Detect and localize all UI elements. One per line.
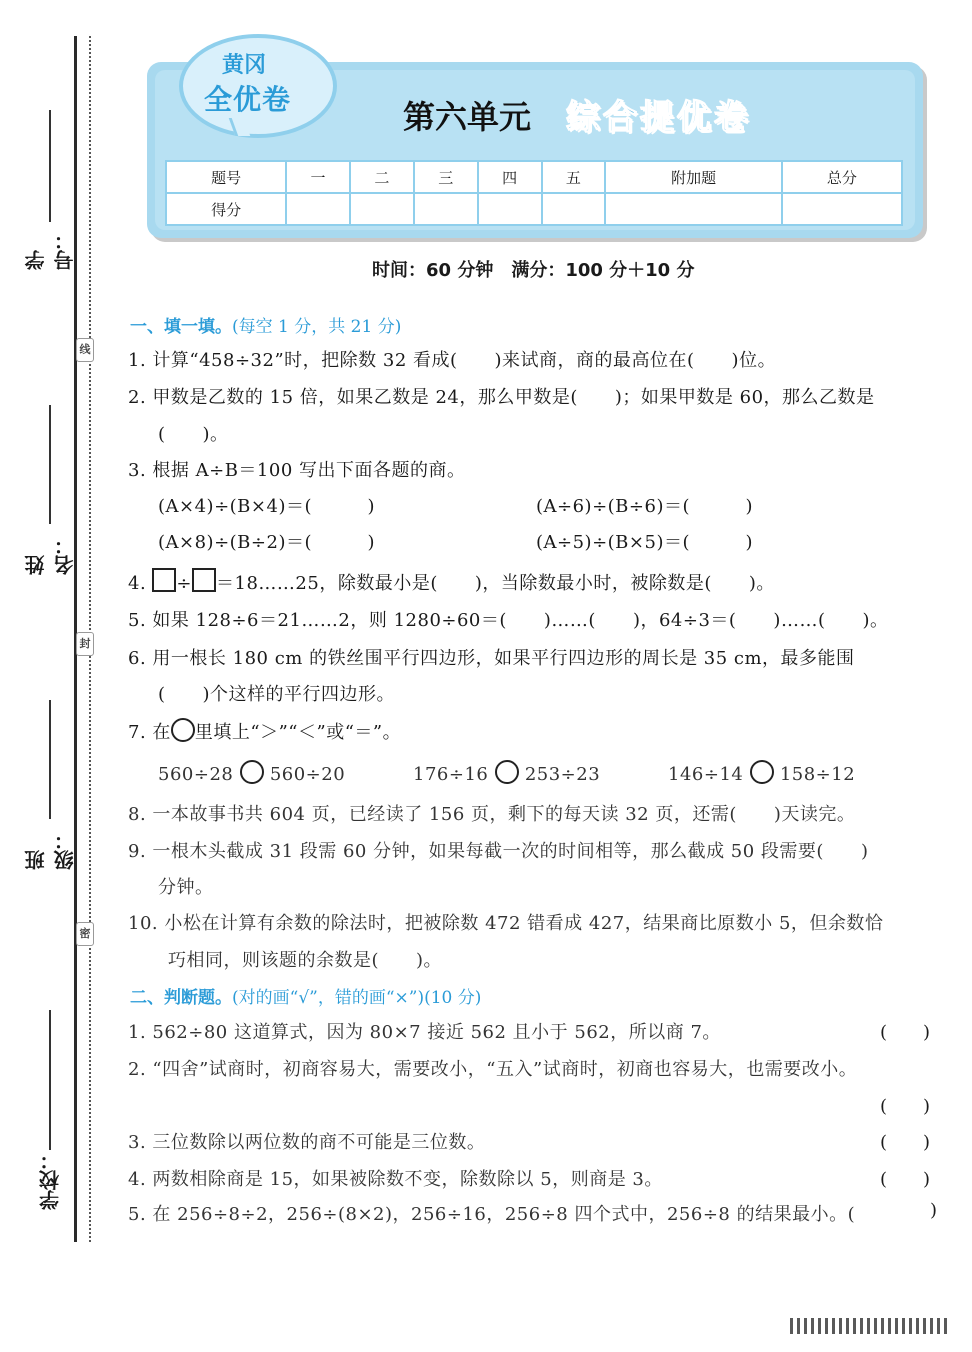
question-1-3-b: (A÷6)÷(B÷6)＝( ) bbox=[536, 496, 754, 517]
answer-paren[interactable]: ( ) bbox=[880, 1132, 931, 1153]
score-table-header-row bbox=[166, 161, 902, 193]
score-header-cell: 三 bbox=[414, 161, 478, 193]
compare-circle[interactable] bbox=[495, 760, 519, 784]
question-1-9: 9. 一根木头截成 31 段需 60 分钟，如果每截一次的时间相等，那么截成 50 段需要( ) bbox=[128, 841, 869, 862]
compare-item bbox=[413, 760, 600, 785]
question-1-10-cont: 巧相同，则该题的余数是( )。 bbox=[168, 950, 443, 971]
blank-box[interactable] bbox=[152, 568, 176, 592]
question-2-5: 5. 在 256÷8÷2，256÷(8×2)，256÷16，256÷8 四个式中，256÷8 的结果最小。( bbox=[128, 1204, 856, 1225]
score-cell[interactable] bbox=[414, 193, 478, 225]
class-field[interactable] bbox=[24, 690, 77, 870]
score-header-cell: 附加题 bbox=[605, 161, 781, 193]
unit-title: 第六单元 bbox=[403, 98, 532, 136]
question-1-5: 5. 如果 128÷6＝21……2，则 1280÷60＝( )……( )，64÷3＝( )……( )。 bbox=[128, 610, 889, 631]
question-1-4 bbox=[128, 568, 775, 595]
score-header-cell: 总分 bbox=[782, 161, 902, 193]
question-1-7-post: 里填上“＞”“＜”或“＝”。 bbox=[194, 722, 402, 743]
question-1-1: 1. 计算“458÷32”时，把除数 32 看成( )来试商，商的最高位在( )位。 bbox=[128, 350, 777, 371]
blank-box[interactable] bbox=[192, 568, 216, 592]
score-cell[interactable] bbox=[782, 193, 902, 225]
compare-item bbox=[668, 760, 855, 785]
score-header-cell: 五 bbox=[542, 161, 606, 193]
score-cell[interactable] bbox=[478, 193, 542, 225]
question-2-2: 2. “四舍”试商时，初商容易大，需要改小，“五入”试商时，初商也容易大，也需要改小。 bbox=[128, 1059, 858, 1080]
score-cell[interactable] bbox=[286, 193, 350, 225]
answer-paren[interactable]: ( ) bbox=[880, 1096, 931, 1117]
division-sign: ÷ bbox=[176, 573, 193, 594]
compare-left: 560÷28 bbox=[158, 764, 234, 785]
score-cell[interactable] bbox=[350, 193, 414, 225]
student-id-field[interactable] bbox=[24, 100, 77, 270]
seal-mark-line: 线 bbox=[76, 338, 94, 362]
question-1-6: 6. 用一根长 180 cm 的铁丝围平行四边形，如果平行四边形的周长是 35 cm，最多能围 bbox=[128, 648, 855, 669]
score-cell[interactable] bbox=[605, 193, 781, 225]
question-2-1: 1. 562÷80 这道算式，因为 80×7 接近 562 且小于 562，所以商 7。 bbox=[128, 1022, 721, 1043]
school-field[interactable] bbox=[30, 1000, 70, 1210]
question-1-9-cont: 分钟。 bbox=[158, 877, 214, 898]
question-1-4-number: 4. bbox=[128, 573, 147, 594]
question-1-3-c: (A×8)÷(B÷2)＝( ) bbox=[158, 532, 376, 553]
section-2-heading: 二、判断题。 bbox=[130, 988, 232, 1008]
question-2-3: 3. 三位数除以两位数的商不可能是三位数。 bbox=[128, 1132, 486, 1153]
question-1-10: 10. 小松在计算有余数的除法时，把被除数 472 错看成 427，结果商比原数小 5，但余数恰 bbox=[128, 913, 884, 934]
school-label: 学校： bbox=[38, 1150, 63, 1210]
compare-circle[interactable] bbox=[240, 760, 264, 784]
question-1-2: 2. 甲数是乙数的 15 倍，如果乙数是 24，那么甲数是( )；如果甲数是 60，那么乙数是 bbox=[128, 387, 875, 408]
brand-series: 全优卷 bbox=[204, 83, 292, 116]
question-1-8: 8. 一本故事书共 604 页，已经读了 156 页，剩下的每天读 32 页，还需( )天读完。 bbox=[128, 804, 856, 825]
compare-left: 176÷16 bbox=[413, 764, 489, 785]
question-1-7 bbox=[128, 718, 401, 744]
question-1-2-cont: ( )。 bbox=[158, 424, 229, 445]
compare-circle-icon bbox=[171, 718, 195, 742]
exam-info: 时间：60 分钟 满分：100 分＋10 分 bbox=[372, 260, 695, 281]
student-id-label: 学号： bbox=[24, 230, 77, 270]
brand-name: 黄冈 bbox=[222, 53, 267, 78]
compare-right: 158÷12 bbox=[779, 764, 856, 785]
section-2-note: (对的画“√”，错的画“×”)(10 分) bbox=[232, 988, 482, 1008]
score-row-label: 得分 bbox=[166, 193, 286, 225]
compare-left: 146÷14 bbox=[668, 764, 744, 785]
compare-circle[interactable] bbox=[750, 760, 774, 784]
question-1-7-pre: 7. 在 bbox=[128, 722, 171, 743]
answer-paren[interactable]: ( ) bbox=[880, 1169, 931, 1190]
question-2-4: 4. 两数相除商是 15，如果被除数不变，除数除以 5，则商是 3。 bbox=[128, 1169, 663, 1190]
section-2-title bbox=[130, 983, 481, 1008]
answer-paren-close[interactable]: ) bbox=[930, 1200, 938, 1221]
question-1-6-cont: ( )个这样的平行四边形。 bbox=[158, 684, 396, 705]
name-label: 姓名： bbox=[24, 535, 77, 575]
score-header-cell: 题号 bbox=[166, 161, 286, 193]
compare-right: 560÷20 bbox=[269, 764, 346, 785]
paper-title: 综合提优卷 bbox=[566, 98, 751, 138]
score-header-cell: 二 bbox=[350, 161, 414, 193]
name-field[interactable] bbox=[24, 395, 77, 575]
score-cell[interactable] bbox=[542, 193, 606, 225]
score-header-cell: 四 bbox=[478, 161, 542, 193]
section-1-title bbox=[130, 312, 401, 337]
score-table-score-row bbox=[166, 193, 902, 225]
section-1-heading: 一、填一填。 bbox=[130, 317, 232, 337]
score-header-cell: 一 bbox=[286, 161, 350, 193]
section-1-note: (每空 1 分，共 21 分) bbox=[232, 317, 402, 337]
compare-item bbox=[158, 760, 345, 785]
seal-mark-secret: 密 bbox=[76, 922, 94, 946]
question-1-3-a: (A×4)÷(B×4)＝( ) bbox=[158, 496, 376, 517]
class-label: 班级： bbox=[24, 830, 77, 870]
question-1-3-d: (A÷5)÷(B×5)＝( ) bbox=[536, 532, 754, 553]
question-1-3: 3. 根据 A÷B＝100 写出下面各题的商。 bbox=[128, 460, 466, 481]
answer-paren[interactable]: ( ) bbox=[880, 1022, 931, 1043]
scan-artifact bbox=[790, 1318, 950, 1334]
compare-right: 253÷23 bbox=[524, 764, 601, 785]
question-1-4-text: ＝18……25，除数最小是( )，当除数最小时，被除数是( )。 bbox=[216, 573, 775, 594]
seal-mark-seal: 封 bbox=[76, 632, 94, 656]
score-table bbox=[165, 160, 903, 226]
